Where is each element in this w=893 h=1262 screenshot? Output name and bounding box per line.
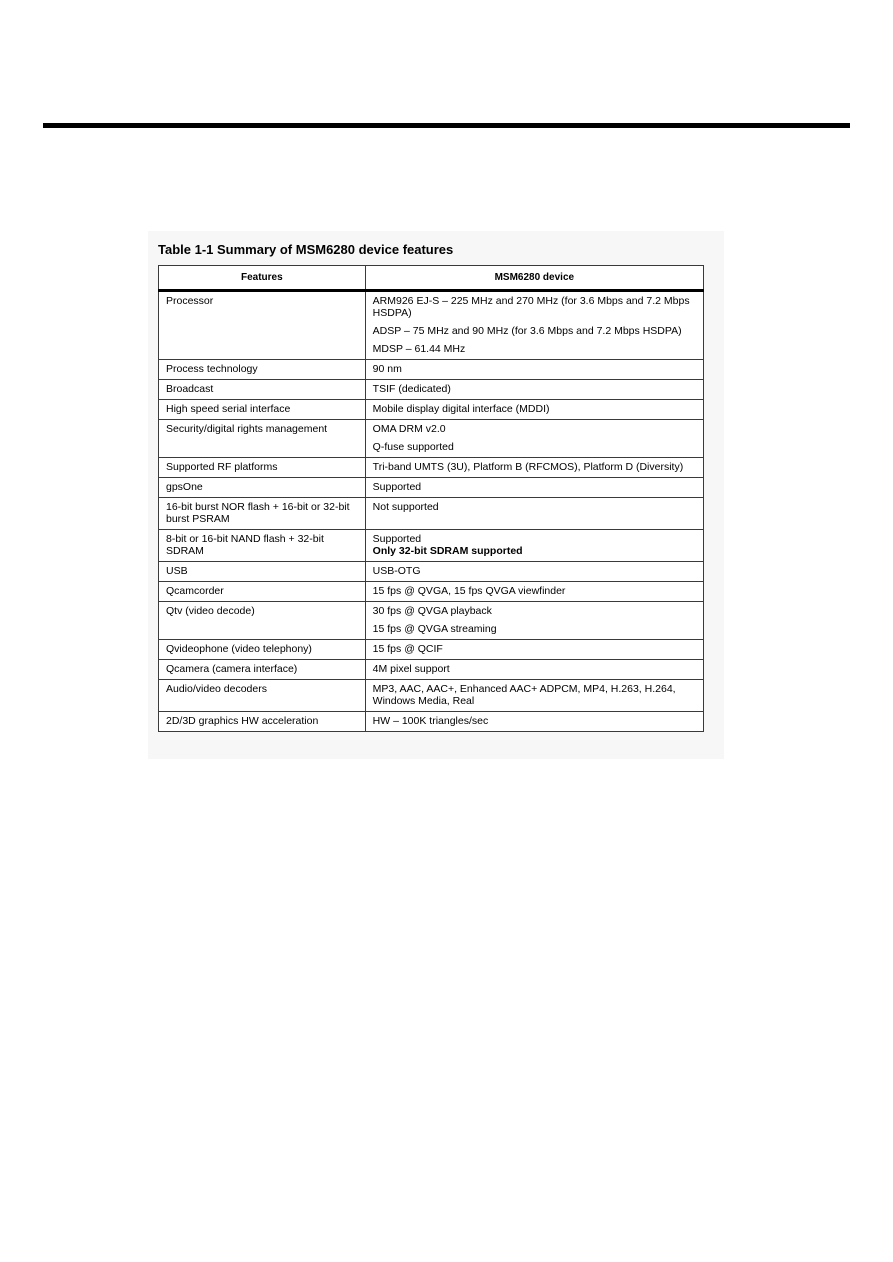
table-row <box>159 582 704 602</box>
value-cell <box>365 400 703 420</box>
value-cell <box>365 478 703 498</box>
value-cell <box>365 530 703 562</box>
feature-cell: Processor <box>159 291 366 360</box>
table-row <box>159 712 704 732</box>
column-header-device: MSM6280 device <box>365 266 703 291</box>
value-cell <box>365 291 703 360</box>
feature-cell: Process technology <box>159 360 366 380</box>
value-cell <box>365 498 703 530</box>
value-line: 30 fps @ QVGA playback <box>372 605 492 617</box>
value-cell <box>365 602 703 640</box>
feature-cell: Broadcast <box>159 380 366 400</box>
table-row <box>159 680 704 712</box>
value-line: MP3, AAC, AAC+, Enhanced AAC+ ADPCM, MP4, H.263, H.264, Windows Media, Real <box>372 683 676 707</box>
features-table <box>158 265 704 732</box>
table-row <box>159 660 704 680</box>
value-line: Supported <box>372 481 422 493</box>
table-row <box>159 640 704 660</box>
value-line: ADSP – 75 MHz and 90 MHz (for 3.6 Mbps and 7.2 Mbps HSDPA) <box>372 325 682 337</box>
value-line-emphasis: Only 32-bit SDRAM supported <box>372 545 523 557</box>
table-row <box>159 478 704 498</box>
feature-cell: gpsOne <box>159 478 366 498</box>
table-row <box>159 380 704 400</box>
value-line: OMA DRM v2.0 <box>372 423 446 435</box>
feature-cell: Qcamera (camera interface) <box>159 660 366 680</box>
feature-cell: Qcamcorder <box>159 582 366 602</box>
feature-cell: 16-bit burst NOR flash + 16-bit or 32-bit burst PSRAM <box>159 498 366 530</box>
table-row <box>159 530 704 562</box>
value-line: Mobile display digital interface (MDDI) <box>372 403 550 415</box>
value-line: Not supported <box>372 501 439 513</box>
value-line: HW – 100K triangles/sec <box>372 715 489 727</box>
value-line: Q-fuse supported <box>372 441 454 453</box>
value-line: MDSP – 61.44 MHz <box>372 343 466 355</box>
value-cell <box>365 562 703 582</box>
feature-cell: Security/digital rights management <box>159 420 366 458</box>
feature-cell: USB <box>159 562 366 582</box>
feature-cell: 8-bit or 16-bit NAND flash + 32-bit SDRAM <box>159 530 366 562</box>
value-line: Tri-band UMTS (3U), Platform B (RFCMOS), Platform D (Diversity) <box>372 461 684 473</box>
feature-cell: Qvideophone (video telephony) <box>159 640 366 660</box>
feature-cell: High speed serial interface <box>159 400 366 420</box>
value-line: 90 nm <box>372 363 402 375</box>
table-row <box>159 420 704 458</box>
value-line: 15 fps @ QVGA, 15 fps QVGA viewfinder <box>372 585 566 597</box>
table-row <box>159 400 704 420</box>
feature-cell: 2D/3D graphics HW acceleration <box>159 712 366 732</box>
table-row <box>159 602 704 640</box>
value-cell <box>365 582 703 602</box>
value-cell <box>365 458 703 478</box>
value-line: ARM926 EJ-S – 225 MHz and 270 MHz (for 3.6 Mbps and 7.2 Mbps HSDPA) <box>372 295 690 319</box>
value-line: TSIF (dedicated) <box>372 383 451 395</box>
feature-cell: Qtv (video decode) <box>159 602 366 640</box>
value-line: 15 fps @ QVGA streaming <box>372 623 497 635</box>
value-line: Supported <box>372 533 422 545</box>
table-row <box>159 291 704 360</box>
value-line: 4M pixel support <box>372 663 450 675</box>
table-row <box>159 360 704 380</box>
value-line: USB-OTG <box>372 565 421 577</box>
column-header-features: Features <box>159 266 366 291</box>
value-cell <box>365 640 703 660</box>
value-cell <box>365 660 703 680</box>
value-line: 15 fps @ QCIF <box>372 643 443 655</box>
table-caption: Table 1-1 Summary of MSM6280 device features <box>158 242 454 257</box>
value-cell <box>365 420 703 458</box>
table-header-row <box>159 266 704 291</box>
table-row <box>159 498 704 530</box>
value-cell <box>365 712 703 732</box>
value-cell <box>365 360 703 380</box>
header-rule <box>43 123 850 128</box>
feature-cell: Audio/video decoders <box>159 680 366 712</box>
value-cell <box>365 680 703 712</box>
value-cell <box>365 380 703 400</box>
feature-cell: Supported RF platforms <box>159 458 366 478</box>
table-row <box>159 458 704 478</box>
table-row <box>159 562 704 582</box>
